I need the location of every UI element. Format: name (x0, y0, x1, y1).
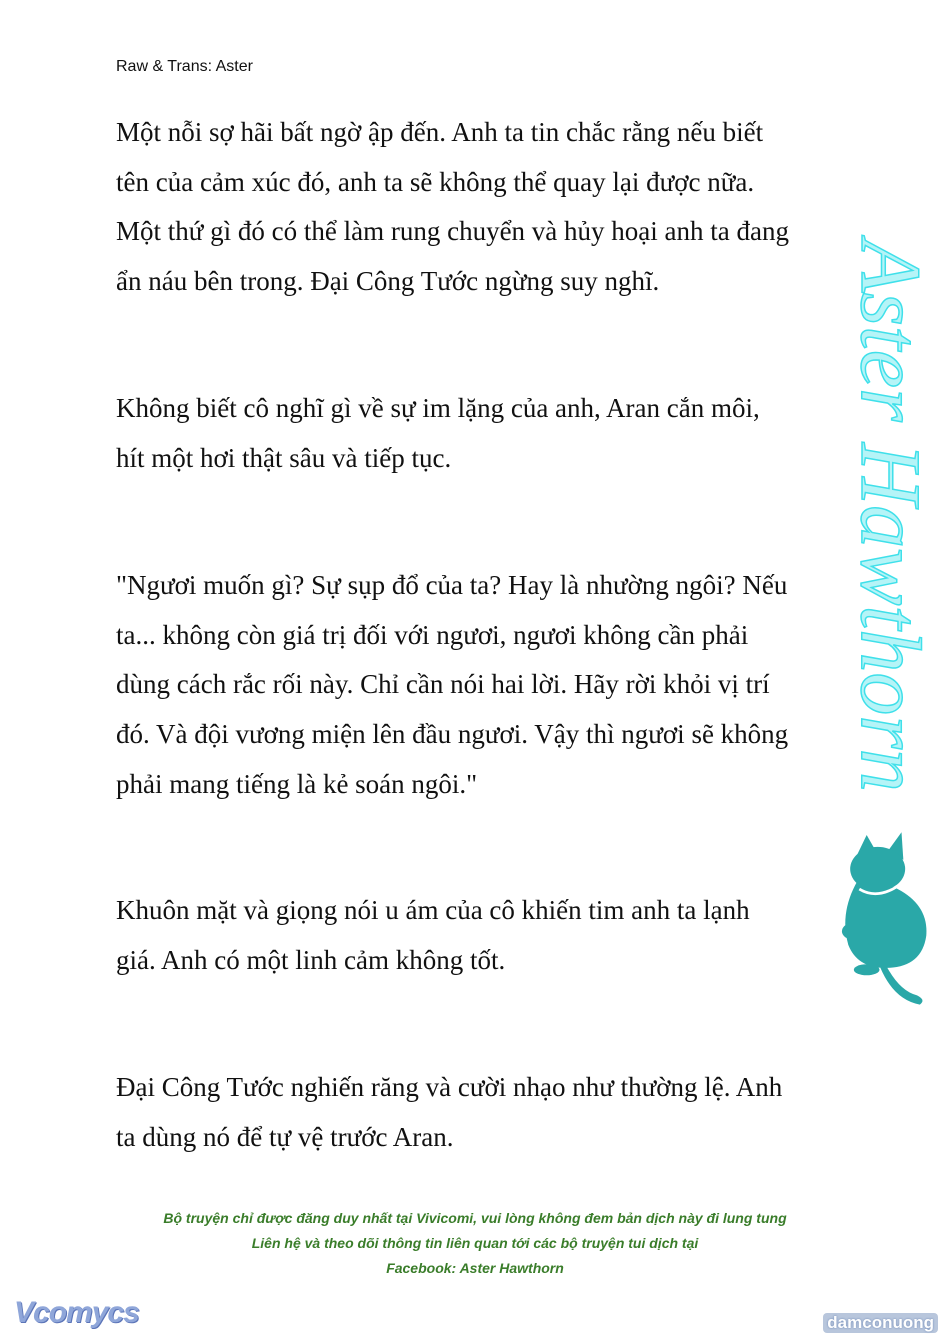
vcomycs-logo: Vcomycs (14, 1296, 139, 1329)
damconuong-logo: damconuong (823, 1313, 938, 1333)
footer-contact-line: Liên hệ và theo dõi thông tin liên quan tới các bộ truyện tui dịch tại (251, 1235, 699, 1251)
paragraph-5 (116, 1063, 782, 1162)
paragraph-3 (116, 561, 788, 809)
text-line: đó. Và đội vương miện lên đầu ngươi. Vậy thì ngươi sẽ không (116, 719, 789, 750)
text-line: hít một hơi thật sâu và tiếp tục. (116, 442, 452, 473)
text-line: giá. Anh có một linh cảm không tốt. (116, 944, 506, 975)
text-line: Khuôn mặt và giọng nói u ám của cô khiến tim anh ta lạnh (116, 895, 750, 925)
footer-notice-line: Bộ truyện chỉ được đăng duy nhất tại Vivicomi, vui lòng không đem bản dịch này đi lung tung (163, 1210, 787, 1226)
text-line: Một nỗi sợ hãi bất ngờ ập đến. Anh ta tin chắc rằng nếu biết (116, 117, 764, 147)
paragraph-4 (116, 886, 750, 985)
text-line: ẩn náu bên trong. Đại Công Tước ngừng suy nghĩ. (116, 266, 660, 297)
watermark-text: Aster Hawthorn (843, 240, 939, 792)
paragraph-2 (116, 384, 760, 483)
text-line: dùng cách rắc rối này. Chỉ cần nói hai lời. Hãy rời khỏi vị trí (116, 669, 770, 700)
paragraph-1 (116, 108, 789, 307)
text-line: Không biết cô nghĩ gì về sự im lặng của anh, Aran cắn môi, (116, 393, 760, 423)
header-credit: Raw & Trans: Aster (116, 58, 253, 75)
text-line: ta dùng nó để tự vệ trước Aran. (116, 1121, 454, 1152)
text-line: tên của cảm xúc đó, anh ta sẽ không thể quay lại được nữa. (116, 166, 755, 197)
text-line: Đại Công Tước nghiến răng và cười nhạo như thường lệ. Anh (116, 1072, 783, 1102)
text-line: phải mang tiếng là kẻ soán ngôi." (116, 768, 478, 799)
text-line: Một thứ gì đó có thể làm rung chuyển và hủy hoại anh ta đang (116, 216, 789, 247)
text-line: ta... không còn giá trị đối với ngươi, ngươi không cần phải (116, 619, 749, 650)
cat-silhouette-icon (830, 830, 940, 1005)
footer-facebook-line: Facebook: Aster Hawthorn (386, 1260, 564, 1276)
text-line: "Ngươi muốn gì? Sự sụp đổ của ta? Hay là nhường ngôi? Nếu (116, 570, 788, 600)
